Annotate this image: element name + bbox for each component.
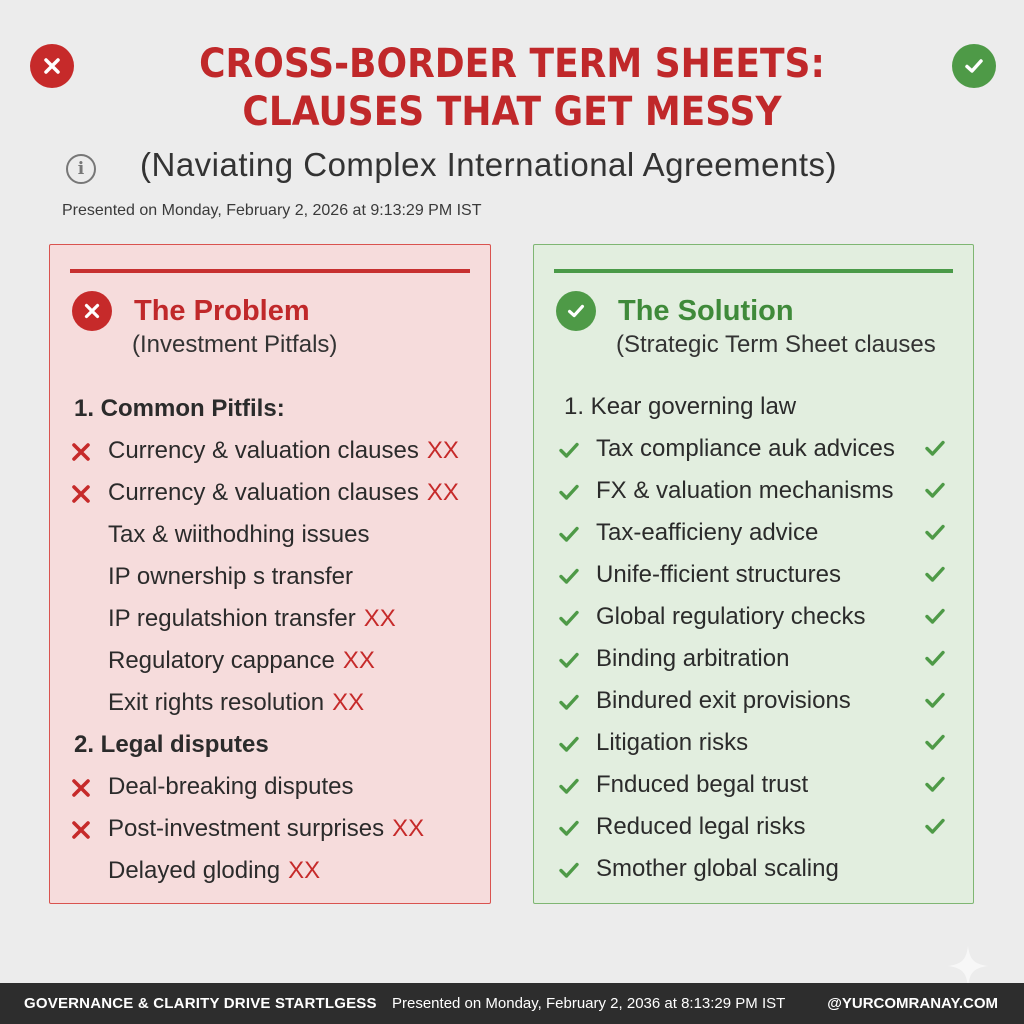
- xx-mark: XX: [426, 437, 459, 464]
- solution-item: [596, 855, 839, 883]
- check-circle-icon: [556, 291, 596, 331]
- xx-mark: XX: [426, 479, 459, 506]
- solution-item-text: Tax-eafficieny advice: [596, 519, 819, 546]
- problem-item-text: IP ownership s transfer: [108, 563, 354, 590]
- check-icon: [558, 565, 580, 587]
- check-icon: [558, 775, 580, 797]
- problem-item-text: Currency & valuation clauses: [108, 479, 419, 506]
- solution-subtitle: (Strategic Term Sheet clauses: [616, 331, 936, 358]
- problem-item: [108, 605, 396, 633]
- problem-item-text: Exit rights resolution: [108, 689, 325, 716]
- problem-item-text: Currency & valuation clauses: [108, 437, 419, 464]
- check-icon: [924, 437, 946, 459]
- check-icon: [924, 563, 946, 585]
- solution-item: [596, 477, 893, 505]
- solution-item: [596, 687, 851, 715]
- problem-heading-1: [74, 395, 285, 423]
- xx-mark: XX: [392, 815, 425, 842]
- solution-item-text: Binding arbitration: [596, 645, 790, 672]
- problem-item: [108, 479, 459, 507]
- solution-item: [596, 519, 818, 547]
- solution-panel: [533, 244, 974, 904]
- check-icon: [558, 607, 580, 629]
- check-icon: [924, 815, 946, 837]
- solution-divider: [554, 269, 953, 273]
- solution-title: The Solution: [618, 294, 794, 327]
- xx-mark: XX: [288, 857, 321, 884]
- check-icon: [924, 479, 946, 501]
- problem-item: [108, 773, 353, 801]
- problem-item-text: Delayed gloding: [108, 857, 281, 884]
- problem-heading-2-text: 2. Legal disputes: [74, 731, 269, 758]
- footer-bar: [0, 983, 1024, 1024]
- xx-mark: XX: [332, 689, 365, 716]
- solution-item-text: Tax compliance auk advices: [596, 435, 895, 462]
- x-circle-icon: [72, 291, 112, 331]
- solution-item: [596, 645, 789, 673]
- problem-heading-2: [74, 731, 269, 759]
- check-icon: [558, 649, 580, 671]
- problem-divider: [70, 269, 470, 273]
- solution-item-text: Reduced legal risks: [596, 813, 806, 840]
- solution-item: [596, 729, 748, 757]
- problem-item-text: Tax & wiithodhing issues: [108, 521, 370, 548]
- footer-tagline: GOVERNANCE & CLARITY DRIVE STARTLGESS: [24, 995, 377, 1012]
- footer-website[interactable]: @YURCOMRANAY.COM: [827, 995, 998, 1012]
- solution-item-text: FX & valuation mechanisms: [596, 477, 894, 504]
- subtitle-row: [66, 146, 837, 184]
- solution-item-text: Unife-fficient structures: [596, 561, 841, 588]
- check-icon: [558, 817, 580, 839]
- solution-heading-1-text: 1. Kear governing law: [564, 393, 797, 420]
- solution-item: [596, 435, 895, 463]
- check-icon: [558, 439, 580, 461]
- check-icon: [924, 689, 946, 711]
- presented-date: Presented on Monday, February 2, 2026 at 9:13:29 PM IST: [62, 202, 482, 219]
- title-line-2: CLAUSES THAT GET MESSY: [242, 89, 782, 135]
- check-icon: [558, 859, 580, 881]
- problem-title: The Problem: [134, 294, 310, 327]
- check-icon: [558, 691, 580, 713]
- cross-icon: [70, 483, 92, 505]
- solution-item: [596, 603, 865, 631]
- problem-item: [108, 647, 375, 675]
- problem-item: [108, 689, 364, 717]
- sparkle-icon: [946, 944, 990, 988]
- solution-item: [596, 813, 805, 841]
- solution-item-text: Global regulatiory checks: [596, 603, 866, 630]
- problem-item-text: Deal-breaking disputes: [108, 773, 354, 800]
- footer-presented: Presented on Monday, February 2, 2036 at 8:13:29 PM IST: [392, 995, 786, 1012]
- problem-item-text: IP regulatshion transfer: [108, 605, 356, 632]
- problem-item-text: Regulatory cappance: [108, 647, 335, 674]
- check-icon: [558, 733, 580, 755]
- check-icon: [924, 521, 946, 543]
- problem-item: [108, 857, 320, 885]
- check-icon: [924, 647, 946, 669]
- solution-heading-1: [564, 393, 796, 421]
- problem-panel: [49, 244, 491, 904]
- solution-header: [556, 291, 794, 331]
- problem-item: [108, 815, 424, 843]
- page-title: [51, 40, 973, 136]
- problem-item: [108, 437, 459, 465]
- subtitle: (Naviating Complex International Agreements): [140, 146, 838, 183]
- solution-item-text: Litigation risks: [596, 729, 749, 756]
- cross-icon: [70, 777, 92, 799]
- problem-item: [108, 563, 353, 591]
- check-icon: [924, 731, 946, 753]
- solution-item-text: Fnduced begal trust: [596, 771, 809, 798]
- cross-icon: [70, 819, 92, 841]
- check-icon: [924, 773, 946, 795]
- solution-item-text: Smother global scaling: [596, 855, 839, 882]
- check-icon: [558, 481, 580, 503]
- xx-mark: XX: [363, 605, 396, 632]
- problem-heading-1-text: 1. Common Pitfils:: [74, 395, 285, 422]
- solution-item-text: Bindured exit provisions: [596, 687, 851, 714]
- problem-item-text: Post-investment surprises: [108, 815, 385, 842]
- solution-item: [596, 771, 808, 799]
- title-line-1: CROSS-BORDER TERM SHEETS:: [199, 41, 825, 87]
- solution-item: [596, 561, 841, 589]
- problem-item: [108, 521, 369, 549]
- info-icon: i: [66, 154, 96, 184]
- cross-icon: [70, 441, 92, 463]
- problem-header: [72, 291, 310, 331]
- check-icon: [924, 605, 946, 627]
- xx-mark: XX: [342, 647, 375, 674]
- check-icon: [558, 523, 580, 545]
- problem-subtitle: (Investment Pitfals): [132, 331, 338, 358]
